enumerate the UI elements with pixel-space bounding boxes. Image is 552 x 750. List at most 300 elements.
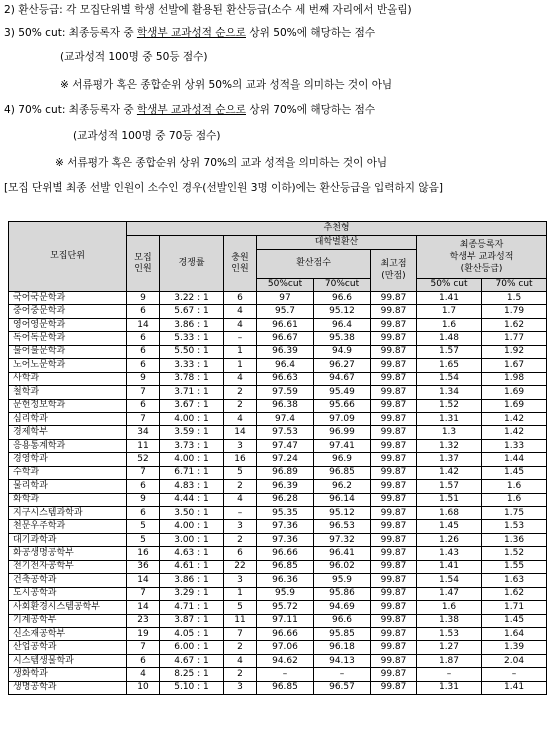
grade-50cut: 1.34 — [417, 386, 482, 399]
score-50cut: 96.63 — [257, 372, 314, 385]
score-50cut: 96.67 — [257, 332, 314, 345]
quota: 7 — [127, 641, 160, 654]
grade-50cut: 1.41 — [417, 560, 482, 573]
quota: 14 — [127, 318, 160, 331]
score-70cut: 95.86 — [314, 587, 371, 600]
score-70cut: 94.13 — [314, 654, 371, 667]
table-row — [9, 493, 547, 506]
ratio: 4.00 : 1 — [160, 412, 224, 425]
max-score: 99.87 — [371, 520, 417, 533]
score-50cut: 97.11 — [257, 614, 314, 627]
grade-70cut: 1.41 — [482, 681, 547, 694]
score-50cut: 97.24 — [257, 453, 314, 466]
extra: 2 — [224, 480, 257, 493]
quota: 6 — [127, 359, 160, 372]
extra: – — [224, 507, 257, 520]
table-row — [9, 412, 547, 425]
note-50cut-example: (교과성적 100명 중 50등 점수) — [60, 51, 208, 63]
unit-name: 전기전자공학부 — [9, 560, 127, 573]
grade-50cut: 1.26 — [417, 533, 482, 546]
max-score: 99.87 — [371, 372, 417, 385]
unit-name: 심리학과 — [9, 412, 127, 425]
extra: 2 — [224, 641, 257, 654]
ratio: 3.71 : 1 — [160, 386, 224, 399]
header-final-50cut: 50% cut — [417, 278, 482, 292]
quota: 7 — [127, 386, 160, 399]
max-score: 99.87 — [371, 399, 417, 412]
quota: 16 — [127, 547, 160, 560]
score-50cut: 96.39 — [257, 345, 314, 358]
score-50cut: 95.9 — [257, 587, 314, 600]
score-70cut: 96.27 — [314, 359, 371, 372]
table-row — [9, 318, 547, 331]
score-50cut: 97.59 — [257, 386, 314, 399]
grade-70cut: 1.62 — [482, 318, 547, 331]
unit-name: 기계공학부 — [9, 614, 127, 627]
unit-name: 수학과 — [9, 466, 127, 479]
max-score: 99.87 — [371, 345, 417, 358]
table-row — [9, 345, 547, 358]
table-row — [9, 641, 547, 654]
quota: 6 — [127, 332, 160, 345]
score-50cut: 96.89 — [257, 466, 314, 479]
score-50cut: – — [257, 668, 314, 681]
table-row — [9, 386, 547, 399]
score-70cut: 95.9 — [314, 574, 371, 587]
table-row — [9, 507, 547, 520]
ratio: 4.83 : 1 — [160, 480, 224, 493]
grade-70cut: 1.39 — [482, 641, 547, 654]
score-70cut: 96.2 — [314, 480, 371, 493]
grade-50cut: 1.38 — [417, 614, 482, 627]
max-score: 99.87 — [371, 466, 417, 479]
ratio: 4.67 : 1 — [160, 654, 224, 667]
ratio: 3.59 : 1 — [160, 426, 224, 439]
score-50cut: 97.47 — [257, 439, 314, 452]
table-row — [9, 614, 547, 627]
score-70cut: 97.41 — [314, 439, 371, 452]
grade-70cut: 1.53 — [482, 520, 547, 533]
extra: 1 — [224, 587, 257, 600]
grade-50cut: 1.43 — [417, 547, 482, 560]
grade-70cut: 1.69 — [482, 399, 547, 412]
score-70cut: 96.41 — [314, 547, 371, 560]
grade-70cut: 1.77 — [482, 332, 547, 345]
max-score: 99.87 — [371, 668, 417, 681]
grade-70cut: 1.33 — [482, 439, 547, 452]
note-50cut: 3) 50% cut: 최종등록자 중 학생부 교과성적 순으로 상위 50%에 해당하는 점수 — [4, 27, 376, 39]
score-50cut: 96.4 — [257, 359, 314, 372]
max-score: 99.87 — [371, 493, 417, 506]
max-score: 99.87 — [371, 318, 417, 331]
table-row — [9, 439, 547, 452]
grade-50cut: 1.27 — [417, 641, 482, 654]
score-70cut: 96.4 — [314, 318, 371, 331]
score-50cut: 97.06 — [257, 641, 314, 654]
quota: 6 — [127, 654, 160, 667]
score-70cut: 96.6 — [314, 614, 371, 627]
ratio: 5.33 : 1 — [160, 332, 224, 345]
header-final: 최종등록자 학생부 교과성적 (환산등급) — [417, 236, 547, 279]
grade-50cut: 1.51 — [417, 493, 482, 506]
grade-50cut: 1.54 — [417, 372, 482, 385]
extra: 2 — [224, 668, 257, 681]
quota: 6 — [127, 305, 160, 318]
quota: 9 — [127, 292, 160, 305]
quota: 34 — [127, 426, 160, 439]
score-70cut: 95.85 — [314, 627, 371, 640]
header-70cut: 70%cut — [314, 278, 371, 292]
table-row — [9, 654, 547, 667]
note-small-quota: [모집 단위별 최종 선발 인원이 소수인 경우(선발인원 3명 이하)에는 환산등급을 입력하지 않음] — [4, 182, 443, 194]
max-score: 99.87 — [371, 292, 417, 305]
grade-50cut: 1.57 — [417, 480, 482, 493]
unit-name: 응용통계학과 — [9, 439, 127, 452]
table-row — [9, 305, 547, 318]
score-50cut: 96.38 — [257, 399, 314, 412]
unit-name: 지구시스템과학과 — [9, 507, 127, 520]
admissions-table — [8, 221, 546, 695]
unit-name: 경제학부 — [9, 426, 127, 439]
grade-50cut: 1.31 — [417, 412, 482, 425]
ratio: 4.00 : 1 — [160, 453, 224, 466]
grade-70cut: 1.55 — [482, 560, 547, 573]
grade-70cut: 1.67 — [482, 359, 547, 372]
grade-50cut: – — [417, 668, 482, 681]
grade-50cut: 1.41 — [417, 292, 482, 305]
ratio: 6.00 : 1 — [160, 641, 224, 654]
extra: – — [224, 332, 257, 345]
grade-50cut: 1.45 — [417, 520, 482, 533]
quota: 6 — [127, 480, 160, 493]
header-50cut: 50%cut — [257, 278, 314, 292]
extra: 4 — [224, 654, 257, 667]
unit-name: 생화학과 — [9, 668, 127, 681]
ratio: 4.71 : 1 — [160, 601, 224, 614]
extra: 3 — [224, 439, 257, 452]
extra: 4 — [224, 318, 257, 331]
table-row — [9, 332, 547, 345]
score-70cut: 96.02 — [314, 560, 371, 573]
table-header — [9, 222, 547, 292]
ratio: 3.22 : 1 — [160, 292, 224, 305]
extra: 1 — [224, 345, 257, 358]
grade-70cut: 1.98 — [482, 372, 547, 385]
extra: 16 — [224, 453, 257, 466]
quota: 6 — [127, 345, 160, 358]
grade-70cut: 1.71 — [482, 601, 547, 614]
score-70cut: 96.85 — [314, 466, 371, 479]
unit-name: 화공생명공학부 — [9, 547, 127, 560]
score-50cut: 96.28 — [257, 493, 314, 506]
quota: 9 — [127, 372, 160, 385]
quota: 19 — [127, 627, 160, 640]
quota: 5 — [127, 533, 160, 546]
grade-50cut: 1.52 — [417, 399, 482, 412]
score-50cut: 96.85 — [257, 560, 314, 573]
grade-50cut: 1.42 — [417, 466, 482, 479]
grade-70cut: 1.45 — [482, 614, 547, 627]
quota: 52 — [127, 453, 160, 466]
score-70cut: 96.9 — [314, 453, 371, 466]
note-70cut-example: (교과성적 100명 중 70등 점수) — [73, 130, 221, 142]
max-score: 99.87 — [371, 386, 417, 399]
header-univ: 대학별환산 — [257, 236, 417, 250]
grade-70cut: 1.5 — [482, 292, 547, 305]
score-50cut: 95.72 — [257, 601, 314, 614]
unit-name: 문헌정보학과 — [9, 399, 127, 412]
extra: 5 — [224, 601, 257, 614]
grade-50cut: 1.6 — [417, 318, 482, 331]
table-row — [9, 533, 547, 546]
table-row — [9, 627, 547, 640]
max-score: 99.87 — [371, 412, 417, 425]
extra: 22 — [224, 560, 257, 573]
grade-50cut: 1.47 — [417, 587, 482, 600]
unit-name: 경영학과 — [9, 453, 127, 466]
ratio: 4.00 : 1 — [160, 520, 224, 533]
header-extra: 충원 인원 — [224, 236, 257, 292]
quota: 4 — [127, 668, 160, 681]
grade-50cut: 1.3 — [417, 426, 482, 439]
table-row — [9, 453, 547, 466]
grade-70cut: 1.63 — [482, 574, 547, 587]
note-70cut: 4) 70% cut: 최종등록자 중 학생부 교과성적 순으로 상위 70%에 해당하는 점수 — [4, 104, 376, 116]
score-70cut: 96.6 — [314, 292, 371, 305]
score-70cut: 96.18 — [314, 641, 371, 654]
unit-name: 대기과학과 — [9, 533, 127, 546]
score-50cut: 96.66 — [257, 627, 314, 640]
score-70cut: 94.9 — [314, 345, 371, 358]
max-score: 99.87 — [371, 533, 417, 546]
quota: 36 — [127, 560, 160, 573]
ratio: 3.73 : 1 — [160, 439, 224, 452]
quota: 14 — [127, 601, 160, 614]
ratio: 3.33 : 1 — [160, 359, 224, 372]
score-50cut: 97.36 — [257, 520, 314, 533]
extra: 3 — [224, 520, 257, 533]
quota: 7 — [127, 587, 160, 600]
ratio: 6.71 : 1 — [160, 466, 224, 479]
table-row — [9, 520, 547, 533]
score-50cut: 97.36 — [257, 533, 314, 546]
table-row — [9, 372, 547, 385]
score-50cut: 96.66 — [257, 547, 314, 560]
grade-50cut: 1.68 — [417, 507, 482, 520]
extra: 14 — [224, 426, 257, 439]
grade-70cut: 1.75 — [482, 507, 547, 520]
header-max: 최고점 (만점) — [371, 249, 417, 292]
grade-70cut: 1.44 — [482, 453, 547, 466]
extra: 7 — [224, 627, 257, 640]
score-70cut: 95.66 — [314, 399, 371, 412]
quota: 10 — [127, 681, 160, 694]
extra: 2 — [224, 399, 257, 412]
extra: 4 — [224, 372, 257, 385]
unit-name: 건축공학과 — [9, 574, 127, 587]
max-score: 99.87 — [371, 305, 417, 318]
ratio: 5.50 : 1 — [160, 345, 224, 358]
max-score: 99.87 — [371, 654, 417, 667]
unit-name: 사회환경시스템공학부 — [9, 601, 127, 614]
note-70cut-caution: ※ 서류평가 혹은 종합순위 상위 70%의 교과 성적을 의미하는 것이 아님 — [55, 157, 388, 169]
unit-name: 천문우주학과 — [9, 520, 127, 533]
grade-50cut: 1.57 — [417, 345, 482, 358]
ratio: 8.25 : 1 — [160, 668, 224, 681]
extra: 2 — [224, 533, 257, 546]
grade-50cut: 1.53 — [417, 627, 482, 640]
max-score: 99.87 — [371, 359, 417, 372]
unit-name: 화학과 — [9, 493, 127, 506]
score-50cut: 95.7 — [257, 305, 314, 318]
table-row — [9, 601, 547, 614]
unit-name: 생명공학과 — [9, 681, 127, 694]
max-score: 99.87 — [371, 547, 417, 560]
quota: 6 — [127, 507, 160, 520]
score-70cut: 96.99 — [314, 426, 371, 439]
unit-name: 사학과 — [9, 372, 127, 385]
table-row — [9, 292, 547, 305]
max-score: 99.87 — [371, 426, 417, 439]
quota: 23 — [127, 614, 160, 627]
ratio: 5.10 : 1 — [160, 681, 224, 694]
grade-70cut: 1.42 — [482, 426, 547, 439]
grade-50cut: 1.87 — [417, 654, 482, 667]
unit-name: 독어독문학과 — [9, 332, 127, 345]
unit-name: 불어불문학과 — [9, 345, 127, 358]
extra: 4 — [224, 493, 257, 506]
grade-70cut: 1.36 — [482, 533, 547, 546]
max-score: 99.87 — [371, 587, 417, 600]
grade-50cut: 1.6 — [417, 601, 482, 614]
ratio: 3.67 : 1 — [160, 399, 224, 412]
max-score: 99.87 — [371, 507, 417, 520]
extra: 1 — [224, 359, 257, 372]
max-score: 99.87 — [371, 681, 417, 694]
unit-name: 시스템생물학과 — [9, 654, 127, 667]
grade-70cut: 2.04 — [482, 654, 547, 667]
grade-70cut: – — [482, 668, 547, 681]
max-score: 99.87 — [371, 560, 417, 573]
score-70cut: – — [314, 668, 371, 681]
table-row — [9, 587, 547, 600]
max-score: 99.87 — [371, 574, 417, 587]
unit-name: 산업공학과 — [9, 641, 127, 654]
score-50cut: 97.4 — [257, 412, 314, 425]
max-score: 99.87 — [371, 601, 417, 614]
ratio: 3.29 : 1 — [160, 587, 224, 600]
header-unit: 모집단위 — [9, 222, 127, 292]
ratio: 4.44 : 1 — [160, 493, 224, 506]
ratio: 4.63 : 1 — [160, 547, 224, 560]
score-70cut: 94.69 — [314, 601, 371, 614]
grade-70cut: 1.69 — [482, 386, 547, 399]
unit-name: 물리학과 — [9, 480, 127, 493]
extra: 6 — [224, 547, 257, 560]
max-score: 99.87 — [371, 641, 417, 654]
extra: 4 — [224, 412, 257, 425]
grade-50cut: 1.32 — [417, 439, 482, 452]
ratio: 3.87 : 1 — [160, 614, 224, 627]
score-50cut: 96.39 — [257, 480, 314, 493]
grade-50cut: 1.31 — [417, 681, 482, 694]
grade-70cut: 1.64 — [482, 627, 547, 640]
ratio: 3.86 : 1 — [160, 574, 224, 587]
unit-name: 국어국문학과 — [9, 292, 127, 305]
header-final-70cut: 70% cut — [482, 278, 547, 292]
extra: 2 — [224, 386, 257, 399]
quota: 7 — [127, 466, 160, 479]
header-ratio: 경쟁률 — [160, 236, 224, 292]
ratio: 4.61 : 1 — [160, 560, 224, 573]
score-50cut: 96.36 — [257, 574, 314, 587]
grade-50cut: 1.7 — [417, 305, 482, 318]
quota: 7 — [127, 412, 160, 425]
score-50cut: 97 — [257, 292, 314, 305]
quota: 9 — [127, 493, 160, 506]
score-50cut: 96.61 — [257, 318, 314, 331]
grade-50cut: 1.54 — [417, 574, 482, 587]
grade-70cut: 1.92 — [482, 345, 547, 358]
grade-50cut: 1.37 — [417, 453, 482, 466]
table-body — [9, 292, 547, 695]
grade-70cut: 1.42 — [482, 412, 547, 425]
extra: 3 — [224, 574, 257, 587]
header-recommend: 추천형 — [127, 222, 547, 236]
grade-50cut: 1.48 — [417, 332, 482, 345]
table-row — [9, 681, 547, 694]
grade-70cut: 1.62 — [482, 587, 547, 600]
table-row — [9, 547, 547, 560]
table-row — [9, 426, 547, 439]
unit-name: 신소재공학부 — [9, 627, 127, 640]
max-score: 99.87 — [371, 627, 417, 640]
score-50cut: 97.53 — [257, 426, 314, 439]
max-score: 99.87 — [371, 453, 417, 466]
ratio: 3.78 : 1 — [160, 372, 224, 385]
score-70cut: 95.12 — [314, 305, 371, 318]
ratio: 4.05 : 1 — [160, 627, 224, 640]
max-score: 99.87 — [371, 614, 417, 627]
unit-name: 철학과 — [9, 386, 127, 399]
max-score: 99.87 — [371, 480, 417, 493]
unit-name: 중어중문학과 — [9, 305, 127, 318]
quota: 5 — [127, 520, 160, 533]
table-row — [9, 560, 547, 573]
score-50cut: 94.62 — [257, 654, 314, 667]
quota: 11 — [127, 439, 160, 452]
extra: 4 — [224, 305, 257, 318]
unit-name: 도시공학과 — [9, 587, 127, 600]
score-70cut: 96.14 — [314, 493, 371, 506]
table-row — [9, 466, 547, 479]
grade-70cut: 1.6 — [482, 493, 547, 506]
table-row — [9, 399, 547, 412]
table-row — [9, 668, 547, 681]
table-row — [9, 574, 547, 587]
score-70cut: 96.53 — [314, 520, 371, 533]
note-conversion-grade: 2) 환산등급: 각 모집단위별 학생 선발에 활용된 환산등급(소수 세 번째 자리에서 반올림) — [4, 4, 412, 16]
unit-name: 노어노문학과 — [9, 359, 127, 372]
note-50cut-caution: ※ 서류평가 혹은 종합순위 상위 50%의 교과 성적을 의미하는 것이 아님 — [60, 79, 393, 91]
grade-70cut: 1.52 — [482, 547, 547, 560]
max-score: 99.87 — [371, 439, 417, 452]
ratio: 3.00 : 1 — [160, 533, 224, 546]
max-score: 99.87 — [371, 332, 417, 345]
ratio: 3.86 : 1 — [160, 318, 224, 331]
score-70cut: 95.38 — [314, 332, 371, 345]
unit-name: 영어영문학과 — [9, 318, 127, 331]
